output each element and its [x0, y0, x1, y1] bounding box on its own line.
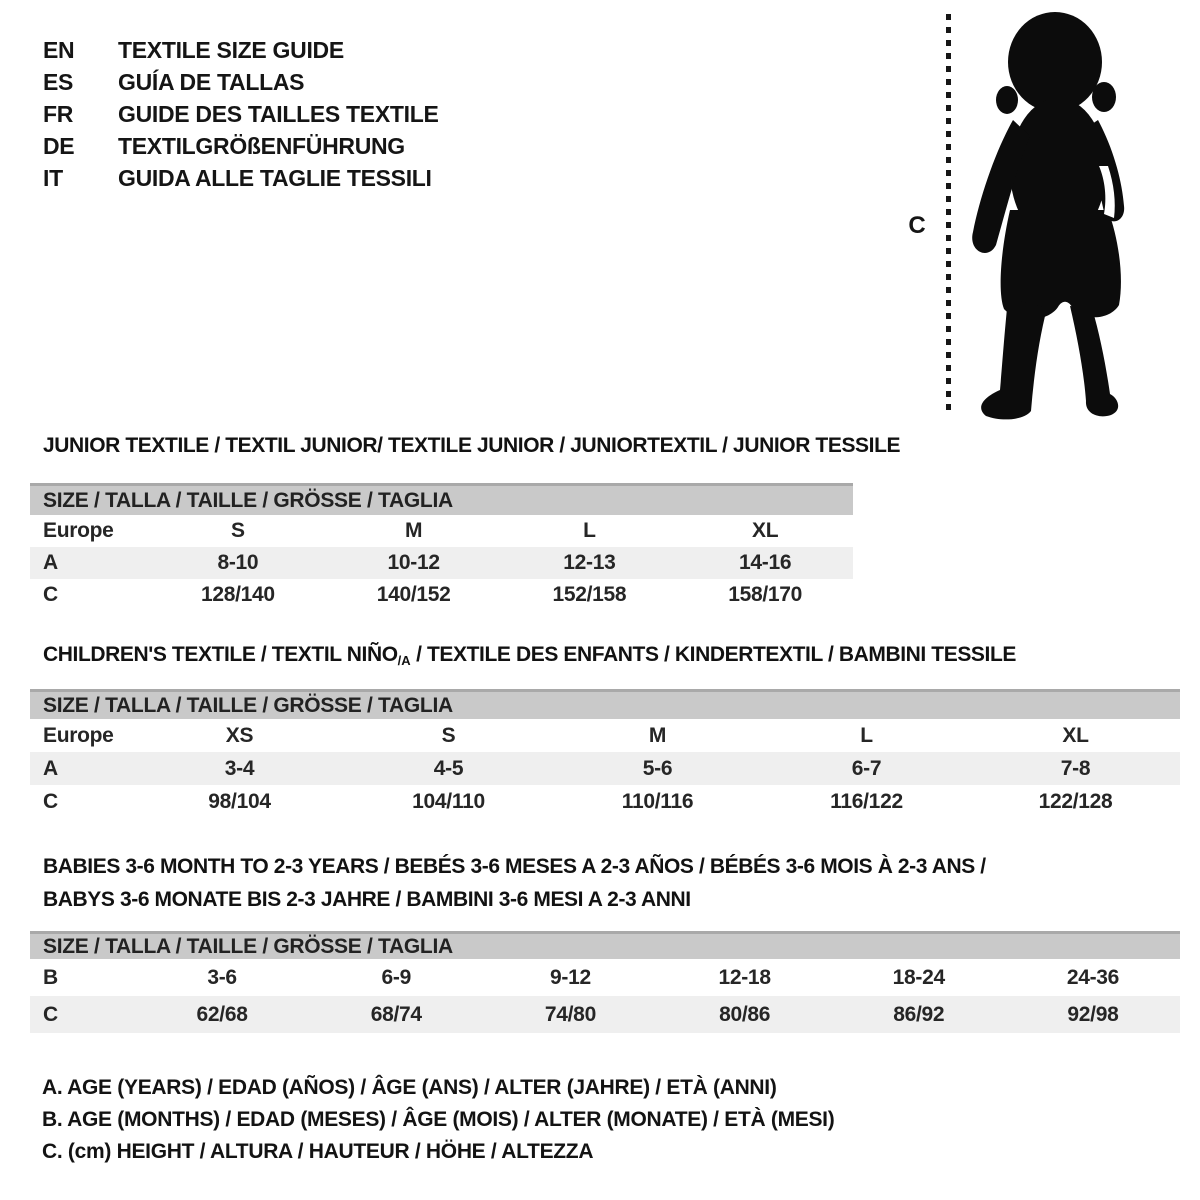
children-age-row [30, 752, 1180, 785]
months-value: 9-12 [550, 965, 591, 989]
children-title-post: / TEXTILE DES ENFANTS / KINDERTEXTIL / BAMBINI TESSILE [410, 643, 1017, 666]
row-label: C [43, 583, 58, 606]
age-value: 5-6 [642, 756, 673, 780]
months-value: 3-6 [207, 965, 237, 989]
language-code: FR [43, 101, 74, 127]
language-title: TEXTILE SIZE GUIDE [118, 37, 344, 63]
language-row-es [43, 66, 439, 98]
months-value: 6-9 [381, 965, 411, 989]
children-title-pre: CHILDREN'S TEXTILE / TEXTIL NIÑO [43, 643, 398, 666]
height-value: 98/104 [208, 789, 271, 813]
months-value: 18-24 [892, 965, 945, 989]
height-value: 128/140 [200, 583, 275, 606]
size-column-header: XS [225, 723, 254, 747]
height-value: 110/116 [621, 789, 694, 813]
age-value: 8-10 [217, 551, 259, 574]
age-value: 3-4 [224, 756, 255, 780]
age-value: 7-8 [1060, 756, 1091, 780]
height-dashed-line [946, 14, 951, 416]
row-label: B [43, 965, 58, 989]
language-title: GUÍA DE TALLAS [118, 69, 305, 95]
children-height-row [30, 785, 1180, 818]
height-value: 140/152 [376, 583, 451, 606]
size-column-header: XL [1062, 723, 1089, 747]
figure-leg-right [1070, 306, 1118, 416]
age-value: 4-5 [433, 756, 464, 780]
size-column-header: M [648, 723, 667, 747]
language-row-fr [43, 98, 439, 130]
language-row-de [43, 130, 439, 162]
size-column-header: L [583, 519, 596, 542]
size-column-header: XL [752, 519, 779, 542]
children-size-header-bar: SIZE / TALLA / TAILLE / GRÖSSE / TAGLIA [30, 689, 1180, 719]
row-label: A [43, 551, 58, 574]
babies-section-title-line1: BABIES 3-6 MONTH TO 2-3 YEARS / BEBÉS 3-6 MESES A 2-3 AÑOS / BÉBÉS 3-6 MOIS À 2-3 ANS / [43, 855, 986, 878]
height-value: 86/92 [893, 1002, 945, 1026]
height-value: 116/122 [830, 789, 903, 813]
height-value: 122/128 [1038, 789, 1113, 813]
language-code: DE [43, 133, 75, 159]
size-column-header: M [405, 519, 423, 542]
language-row-en [43, 34, 439, 66]
row-label: C [43, 789, 58, 813]
months-value: 24-36 [1066, 965, 1120, 989]
junior-section-title: JUNIOR TEXTILE / TEXTIL JUNIOR/ TEXTILE JUNIOR / JUNIORTEXTIL / JUNIOR TESSILE [43, 434, 901, 457]
size-column-header: S [231, 519, 245, 542]
height-value: 158/170 [728, 583, 803, 606]
age-value: 12-13 [563, 551, 616, 574]
legend-line-b: B. AGE (MONTHS) / EDAD (MESES) / ÂGE (MOIS) / ALTER (MONATE) / ETÀ (MESI) [42, 1108, 835, 1131]
size-column-header: L [860, 723, 873, 747]
months-value: 12-18 [718, 965, 771, 989]
measure-legend [42, 1072, 834, 1168]
legend-line-a: A. AGE (YEARS) / EDAD (AÑOS) / ÂGE (ANS) / ALTER (JAHRE) / ETÀ (ANNI) [42, 1076, 777, 1099]
babies-size-header-bar: SIZE / TALLA / TAILLE / GRÖSSE / TAGLIA [30, 931, 1180, 959]
language-code: EN [43, 37, 75, 63]
figure-leg-left [981, 298, 1047, 419]
height-value: 92/98 [1067, 1002, 1119, 1026]
language-code: ES [43, 69, 74, 95]
babies-textile-section [30, 850, 1180, 1033]
figure-ear-right [1092, 82, 1116, 112]
babies-months-row [30, 959, 1180, 996]
figure-head [1008, 12, 1102, 112]
height-value: 68/74 [370, 1002, 422, 1026]
children-title-subscript: /A [397, 653, 411, 668]
junior-age-row [30, 547, 853, 579]
row-label: C [43, 1002, 58, 1026]
legend-line-c: C. (cm) HEIGHT / ALTURA / HAUTEUR / HÖHE / ALTEZZA [42, 1140, 594, 1163]
children-textile-section [30, 643, 1180, 818]
language-code: IT [43, 165, 63, 191]
region-column-header: Europe [43, 723, 114, 747]
age-value: 14-16 [739, 551, 792, 574]
toddler-silhouette-figure [958, 8, 1148, 420]
babies-section-title-line2: BABYS 3-6 MONATE BIS 2-3 JAHRE / BAMBINI 3-6 MESI A 2-3 ANNI [43, 888, 691, 911]
junior-height-row [30, 579, 853, 611]
row-label: A [43, 756, 58, 780]
age-value: 6-7 [851, 756, 882, 780]
size-column-header: S [441, 723, 456, 747]
language-title: GUIDA ALLE TAGLIE TESSILI [118, 165, 432, 191]
language-title: TEXTILGRÖßENFÜHRUNG [118, 133, 405, 159]
language-title-list [43, 34, 439, 194]
junior-textile-section [30, 434, 901, 611]
language-title: GUIDE DES TAILLES TEXTILE [118, 101, 439, 127]
height-value: 80/86 [719, 1002, 771, 1026]
children-section-title [30, 643, 1180, 668]
junior-columns-row [30, 515, 853, 547]
language-row-it [43, 162, 439, 194]
figure-ear-left [996, 86, 1018, 114]
height-value: 74/80 [544, 1002, 596, 1026]
children-columns-row [30, 719, 1180, 752]
height-value: 62/68 [196, 1002, 248, 1026]
height-value: 152/158 [552, 583, 627, 606]
height-measure-label: C [908, 212, 926, 239]
age-value: 10-12 [387, 551, 440, 574]
height-value: 104/110 [412, 789, 485, 813]
junior-size-header-bar: SIZE / TALLA / TAILLE / GRÖSSE / TAGLIA [30, 483, 853, 515]
babies-height-row [30, 996, 1180, 1033]
region-column-header: Europe [43, 519, 114, 542]
